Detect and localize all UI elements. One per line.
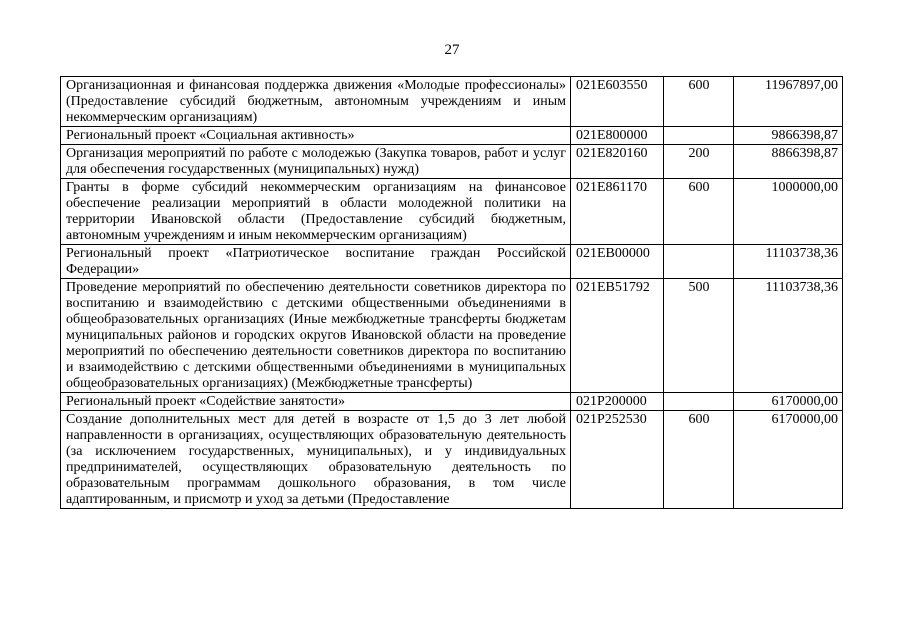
row-type: [664, 127, 734, 145]
row-amount: 6170000,00: [734, 393, 843, 411]
row-name: Региональный проект «Социальная активность»: [61, 127, 571, 145]
table-row: [61, 393, 843, 411]
row-amount: 11103738,36: [734, 245, 843, 279]
row-name: Региональный проект «Содействие занятости»: [61, 393, 571, 411]
row-amount: 11967897,00: [734, 77, 843, 127]
row-code: 021Е861170: [571, 179, 664, 245]
table-row: [61, 279, 843, 393]
row-amount: 8866398,87: [734, 145, 843, 179]
row-name: Гранты в форме субсидий некоммерческим организациям на финансовое обеспечение реализации мероприятий в области молодежной политики на территории Ивановской области (Предоставление субсидий бюджетным, автономным учреждениям и иным некоммерческим организациям): [61, 179, 571, 245]
table-row: [61, 179, 843, 245]
row-code: 021Е603550: [571, 77, 664, 127]
row-type: 500: [664, 279, 734, 393]
table-row: [61, 145, 843, 179]
table-row: [61, 77, 843, 127]
row-amount: 11103738,36: [734, 279, 843, 393]
row-amount: 1000000,00: [734, 179, 843, 245]
row-code: 021Р200000: [571, 393, 664, 411]
row-type: [664, 393, 734, 411]
row-name: Региональный проект «Патриотическое воспитание граждан Российской Федерации»: [61, 245, 571, 279]
row-amount: 6170000,00: [734, 411, 843, 509]
table-row: [61, 245, 843, 279]
row-code: 021ЕВ51792: [571, 279, 664, 393]
budget-table: [60, 76, 843, 509]
row-code: 021Е820160: [571, 145, 664, 179]
row-code: 021Р252530: [571, 411, 664, 509]
row-name: Организационная и финансовая поддержка движения «Молодые профессионалы» (Предоставление субсидий бюджетным, автономным учреждениям и иным некоммерческим организациям): [61, 77, 571, 127]
row-code: 021Е800000: [571, 127, 664, 145]
row-type: [664, 245, 734, 279]
row-code: 021ЕВ00000: [571, 245, 664, 279]
row-name: Создание дополнительных мест для детей в возрасте от 1,5 до 3 лет любой направленности в организациях, осуществляющих образовательную деятельность (за исключением государственных, муниципальных), и у индивидуальных предпринимателей, осуществляющих образовательную деятельность по образовательным программам дошкольного образования, в том числе адаптированным, и присмотр и уход за детьми (Предоставление: [61, 411, 571, 509]
table-row: [61, 411, 843, 509]
page-number: 27: [444, 42, 460, 58]
row-type: 600: [664, 77, 734, 127]
row-type: 600: [664, 179, 734, 245]
row-type: 600: [664, 411, 734, 509]
row-name: Проведение мероприятий по обеспечению деятельности советников директора по воспитанию и взаимодействию с детскими общественными объединениями в общеобразовательных организациях (Иные межбюджетные трансферты бюджетам муниципальных районов и городских округов Ивановской области на проведение мероприятий по обеспечению деятельности советников директора по воспитанию и взаимодействию с детскими общественными объединениями в муниципальных общеобразовательных организациях) (Межбюджетные трансферты): [61, 279, 571, 393]
table-row: [61, 127, 843, 145]
row-name: Организация мероприятий по работе с молодежью (Закупка товаров, работ и услуг для обеспечения государственных (муниципальных) нужд): [61, 145, 571, 179]
row-type: 200: [664, 145, 734, 179]
row-amount: 9866398,87: [734, 127, 843, 145]
